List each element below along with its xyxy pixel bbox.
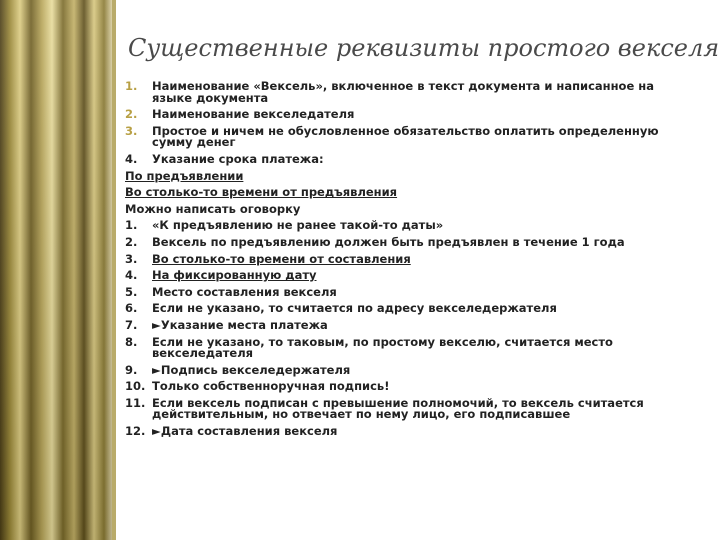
list-item-text: ►Дата составления векселя [152, 424, 338, 439]
list-item-text: Вексель по предъявлению должен быть предъявлен в течение 1 года [152, 234, 625, 249]
list-item-text: Если не указано, то таковым, по простому векселю, считается место векселедателя [152, 334, 613, 361]
list-item-text: Указание срока платежа: [152, 151, 324, 166]
list-item-number: 7. [125, 317, 138, 332]
list-item [124, 303, 694, 315]
list-item [124, 234, 694, 249]
list-item-number: 11. [125, 395, 146, 410]
list-item-number: 4. [125, 151, 138, 166]
list-item [124, 362, 694, 377]
list-item-number: 12. [125, 424, 146, 439]
list-item-text: Наименование «Вексель», включенное в текст документа и написанное на языке документа [152, 79, 654, 105]
list-item-text: Простое и ничем не обусловленное обязательство оплатить определенную сумму денег [152, 123, 659, 150]
list-item-text: По предъявлении [125, 168, 244, 183]
list-item-number: 2. [125, 107, 138, 122]
requisites-list [124, 81, 694, 443]
list-item [124, 151, 694, 166]
list-item [124, 123, 694, 150]
list-item-number: 2. [125, 234, 138, 249]
list-item-number: 5. [125, 284, 138, 299]
list-item [124, 395, 694, 422]
slide-title: Существенные реквизиты простого векселя [128, 34, 720, 62]
list-item-text: Если вексель подписан с превышение полномочий, то вексель считается действительным, но отвечает по нему лицо, его подписавшее [152, 395, 644, 422]
list-item-number: 1. [125, 218, 138, 233]
list-item-text: Наименование векселедателя [152, 107, 355, 122]
list-item-number: 3. [125, 251, 138, 266]
list-item [124, 381, 694, 393]
list-item-text: «К предъявлению не ранее такой-то даты» [152, 218, 444, 233]
list-item [124, 426, 694, 438]
list-item [124, 201, 694, 216]
list-item-text: ►Подпись векселедержателя [152, 362, 351, 377]
list-item-text: Во столько-то времени от составления [152, 251, 411, 266]
list-item [124, 334, 694, 361]
curtain-edge-divider [112, 0, 116, 540]
list-item [124, 284, 694, 299]
list-item-text: Только собственноручная подпись! [152, 379, 390, 394]
list-item-number: 3. [125, 123, 138, 138]
list-item-number: 9. [125, 362, 138, 377]
list-item-text: Место составления векселя [152, 284, 337, 299]
list-item [124, 251, 694, 266]
list-item-number: 8. [125, 334, 138, 349]
list-item-text: На фиксированную дату [152, 268, 317, 283]
list-item-number: 6. [125, 301, 138, 316]
list-item [124, 168, 694, 183]
list-item [124, 109, 694, 121]
list-item-number: 10. [125, 379, 146, 394]
list-item [124, 317, 694, 332]
list-item [124, 187, 694, 199]
list-item-number: 1. [125, 79, 138, 93]
list-item-text: ►Указание места платежа [152, 317, 328, 332]
list-item-number: 4. [125, 268, 138, 283]
list-item [124, 220, 694, 232]
list-item [124, 270, 694, 282]
list-item-text: Можно написать оговорку [125, 201, 301, 216]
gold-curtain-decoration [0, 0, 112, 540]
list-item [124, 81, 694, 104]
list-item-text: Если не указано, то считается по адресу векселедержателя [152, 301, 557, 316]
list-item-text: Во столько-то времени от предъявления [125, 185, 398, 200]
